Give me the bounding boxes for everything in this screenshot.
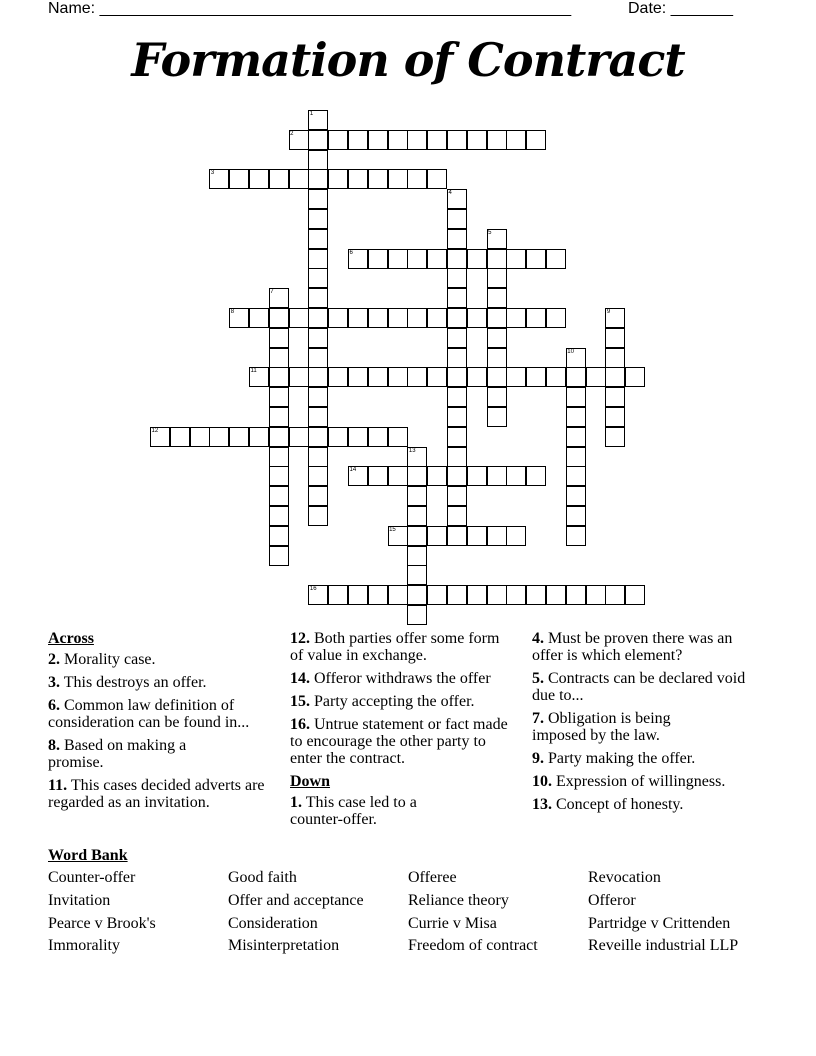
grid-cell[interactable] [447, 526, 467, 546]
grid-cell[interactable] [269, 486, 289, 506]
grid-cell[interactable] [566, 486, 586, 506]
grid-cell[interactable] [407, 565, 427, 585]
grid-cell[interactable] [269, 427, 289, 447]
grid-cell[interactable] [308, 130, 328, 150]
grid-cell[interactable] [506, 130, 526, 150]
grid-cell[interactable] [487, 268, 507, 288]
grid-cell[interactable] [269, 348, 289, 368]
grid-cell[interactable] [447, 387, 467, 407]
grid-cell[interactable] [209, 169, 229, 189]
grid-cell[interactable] [368, 308, 388, 328]
word-bank-item: Partridge v Crittenden [588, 915, 731, 932]
grid-cell[interactable] [348, 169, 368, 189]
grid-cell[interactable] [308, 407, 328, 427]
grid-cell[interactable] [308, 229, 328, 249]
grid-cell[interactable] [427, 585, 447, 605]
grid-cell[interactable] [407, 447, 427, 467]
grid-cell[interactable] [586, 367, 606, 387]
grid-cell[interactable] [328, 427, 348, 447]
grid-cell[interactable] [269, 367, 289, 387]
clue-number: 2 [290, 130, 294, 137]
word-bank-item: Immorality [48, 937, 120, 954]
grid-cell[interactable] [407, 486, 427, 506]
grid-cell[interactable] [487, 229, 507, 249]
grid-cell[interactable] [447, 209, 467, 229]
grid-cell[interactable] [625, 367, 645, 387]
grid-cell[interactable] [308, 249, 328, 269]
grid-cell[interactable] [447, 288, 467, 308]
grid-cell[interactable] [388, 249, 408, 269]
clue-across-16: 16. Untrue statement or fact made to encourage the other party to enter the contract. [290, 716, 508, 767]
grid-cell[interactable] [269, 526, 289, 546]
grid-cell[interactable] [388, 130, 408, 150]
grid-cell[interactable] [368, 249, 388, 269]
clue-number: 16 [309, 586, 317, 593]
grid-cell[interactable] [427, 130, 447, 150]
clue-down-9: 9. Party making the offer. [532, 750, 696, 767]
grid-cell[interactable] [447, 407, 467, 427]
grid-cell[interactable] [308, 387, 328, 407]
clue-number: 4 [448, 190, 452, 197]
grid-cell[interactable] [308, 308, 328, 328]
grid-cell[interactable] [328, 130, 348, 150]
clues-column-1 [48, 630, 278, 817]
grid-cell[interactable] [467, 367, 487, 387]
name-field[interactable]: Name: _____________________________________________________ [48, 0, 572, 17]
grid-cell[interactable] [427, 466, 447, 486]
grid-cell[interactable] [526, 308, 546, 328]
clue-down-13: 13. Concept of honesty. [532, 796, 684, 813]
grid-cell[interactable] [566, 427, 586, 447]
grid-cell[interactable] [407, 466, 427, 486]
grid-cell[interactable] [388, 367, 408, 387]
grid-cell[interactable] [269, 407, 289, 427]
grid-cell[interactable] [506, 466, 526, 486]
word-bank-item: Offeree [408, 869, 457, 886]
grid-cell[interactable] [447, 367, 467, 387]
grid-cell[interactable] [368, 367, 388, 387]
grid-cell[interactable] [407, 506, 427, 526]
grid-cell[interactable] [348, 367, 368, 387]
grid-cell[interactable] [487, 367, 507, 387]
grid-cell[interactable] [487, 249, 507, 269]
grid-cell[interactable] [546, 249, 566, 269]
grid-cell[interactable] [447, 585, 467, 605]
grid-cell[interactable] [586, 585, 606, 605]
grid-cell[interactable] [328, 367, 348, 387]
grid-cell[interactable] [447, 328, 467, 348]
grid-cell[interactable] [209, 427, 229, 447]
grid-cell[interactable] [348, 585, 368, 605]
word-bank-item: Consideration [228, 915, 318, 932]
word-bank-title: Word Bank [48, 847, 128, 864]
grid-cell[interactable] [546, 308, 566, 328]
down-heading: Down [290, 773, 331, 790]
grid-cell[interactable] [368, 427, 388, 447]
grid-cell[interactable] [427, 169, 447, 189]
grid-cell[interactable] [308, 169, 328, 189]
grid-cell[interactable] [308, 328, 328, 348]
clue-number: 3 [210, 170, 215, 177]
clue-number: 12 [151, 427, 159, 434]
clue-number: 7 [270, 289, 274, 296]
clue-across-11: 11. This cases decided adverts are regarded as an invitation. [48, 777, 265, 811]
grid-cell[interactable] [229, 308, 249, 328]
grid-cell[interactable] [566, 466, 586, 486]
grid-cell[interactable] [388, 169, 408, 189]
across-heading: Across [48, 630, 94, 647]
grid-cell[interactable] [328, 308, 348, 328]
grid-cell[interactable] [249, 427, 269, 447]
grid-cell[interactable] [605, 348, 625, 368]
grid-cell[interactable] [407, 546, 427, 566]
grid-cell[interactable] [467, 526, 487, 546]
grid-cell[interactable] [368, 466, 388, 486]
word-bank-item: Invitation [48, 892, 111, 909]
grid-cell[interactable] [427, 249, 447, 269]
grid-cell[interactable] [467, 585, 487, 605]
grid-cell[interactable] [407, 526, 427, 546]
grid-cell[interactable] [526, 466, 546, 486]
grid-cell[interactable] [229, 427, 249, 447]
grid-cell[interactable] [506, 585, 526, 605]
clue-down-7: 7. Obligation is being imposed by the law. [532, 710, 671, 744]
grid-cell[interactable] [566, 447, 586, 467]
clue-number: 5 [488, 229, 492, 236]
grid-cell[interactable] [566, 387, 586, 407]
grid-cell[interactable] [407, 169, 427, 189]
grid-cell[interactable] [249, 169, 269, 189]
grid-cell[interactable] [447, 466, 467, 486]
grid-cell[interactable] [506, 526, 526, 546]
grid-cell[interactable] [190, 427, 210, 447]
grid-cell[interactable] [348, 427, 368, 447]
grid-cell[interactable] [605, 308, 625, 328]
grid-cell[interactable] [625, 585, 645, 605]
grid-cell[interactable] [328, 169, 348, 189]
grid-cell[interactable] [447, 486, 467, 506]
clue-down-5: 5. Contracts can be declared void due to... [532, 670, 746, 704]
word-bank-item: Offer and acceptance [228, 892, 364, 909]
grid-cell[interactable] [150, 427, 170, 447]
grid-cell[interactable] [605, 427, 625, 447]
grid-cell[interactable] [566, 585, 586, 605]
grid-cell[interactable] [368, 585, 388, 605]
grid-cell[interactable] [447, 348, 467, 368]
grid-cell[interactable] [368, 169, 388, 189]
grid-cell[interactable] [269, 466, 289, 486]
grid-cell[interactable] [566, 407, 586, 427]
grid-cell[interactable] [487, 328, 507, 348]
grid-cell[interactable] [170, 427, 190, 447]
grid-cell[interactable] [467, 249, 487, 269]
clue-number: 13 [408, 447, 416, 454]
grid-cell[interactable] [605, 407, 625, 427]
word-bank-item: Counter-offer [48, 869, 136, 886]
clue-number: 9 [606, 309, 611, 315]
grid-cell[interactable] [546, 367, 566, 387]
grid-cell[interactable] [388, 585, 408, 605]
grid-cell[interactable] [407, 585, 427, 605]
grid-cell[interactable] [447, 268, 467, 288]
grid-cell[interactable] [487, 407, 507, 427]
clue-number: 1 [309, 111, 314, 117]
grid-cell[interactable] [447, 130, 467, 150]
clue-across-3: 3. This destroys an offer. [48, 674, 207, 691]
clues-column-3 [532, 630, 757, 819]
grid-cell[interactable] [308, 288, 328, 308]
grid-cell[interactable] [427, 367, 447, 387]
grid-cell[interactable] [407, 308, 427, 328]
grid-cell[interactable] [308, 585, 328, 605]
grid-cell[interactable] [526, 367, 546, 387]
clue-down-4: 4. Must be proven there was an offer is which element? [532, 630, 733, 664]
clue-number: 15 [389, 526, 396, 533]
clue-down-10: 10. Expression of willingness. [532, 773, 726, 790]
grid-cell[interactable] [269, 447, 289, 467]
clues-column-2 [290, 630, 515, 834]
grid-cell[interactable] [308, 466, 328, 486]
date-field[interactable]: Date: _______ [628, 0, 733, 17]
word-bank-item: Good faith [228, 869, 297, 886]
clue-across-8: 8. Based on making a promise. [48, 737, 187, 771]
grid-cell[interactable] [427, 526, 447, 546]
grid-cell[interactable] [487, 585, 507, 605]
grid-cell[interactable] [289, 427, 309, 447]
grid-cell[interactable] [289, 367, 309, 387]
word-bank-item: Reveille industrial LLP [588, 937, 739, 954]
clue-number: 14 [349, 467, 357, 474]
grid-cell[interactable] [308, 447, 328, 467]
grid-cell[interactable] [348, 308, 368, 328]
grid-cell[interactable] [566, 348, 586, 368]
grid-cell[interactable] [566, 367, 586, 387]
clue-down-1: 1. This case led to a counter-offer. [290, 794, 417, 828]
grid-cell[interactable] [348, 130, 368, 150]
grid-cell[interactable] [447, 229, 467, 249]
grid-cell[interactable] [308, 367, 328, 387]
grid-cell[interactable] [526, 249, 546, 269]
word-bank-item: Offeror [588, 892, 636, 909]
grid-cell[interactable] [487, 288, 507, 308]
grid-cell[interactable] [605, 387, 625, 407]
grid-cell[interactable] [506, 308, 526, 328]
page-title: Formation of Contract [131, 33, 685, 87]
grid-cell[interactable] [388, 427, 408, 447]
grid-cell[interactable] [348, 249, 368, 269]
grid-cell[interactable] [269, 328, 289, 348]
grid-cell[interactable] [229, 169, 249, 189]
grid-cell[interactable] [407, 605, 427, 625]
grid-cell[interactable] [447, 308, 467, 328]
grid-cell[interactable] [487, 130, 507, 150]
grid-cell[interactable] [566, 526, 586, 546]
grid-cell[interactable] [269, 387, 289, 407]
grid-cell[interactable] [388, 308, 408, 328]
grid-cell[interactable] [447, 506, 467, 526]
grid-cell[interactable] [447, 427, 467, 447]
grid-cell[interactable] [467, 466, 487, 486]
grid-cell[interactable] [526, 130, 546, 150]
clue-across-14: 14. Offeror withdraws the offer [290, 670, 491, 687]
clue-across-15: 15. Party accepting the offer. [290, 693, 475, 710]
word-bank-item: Reliance theory [408, 892, 509, 909]
grid-cell[interactable] [308, 348, 328, 368]
grid-cell[interactable] [506, 367, 526, 387]
word-bank-item: Currie v Misa [408, 915, 497, 932]
grid-cell[interactable] [328, 585, 348, 605]
grid-cell[interactable] [308, 268, 328, 288]
grid-cell[interactable] [388, 466, 408, 486]
grid-cell[interactable] [407, 130, 427, 150]
grid-cell[interactable] [467, 130, 487, 150]
grid-cell[interactable] [407, 367, 427, 387]
grid-cell[interactable] [467, 308, 487, 328]
grid-cell[interactable] [447, 189, 467, 209]
grid-cell[interactable] [487, 526, 507, 546]
grid-cell[interactable] [308, 110, 328, 130]
grid-cell[interactable] [308, 189, 328, 209]
word-bank-item: Freedom of contract [408, 937, 538, 954]
grid-cell[interactable] [526, 585, 546, 605]
grid-cell[interactable] [487, 348, 507, 368]
grid-cell[interactable] [427, 308, 447, 328]
clue-across-12: 12. Both parties offer some form of value in exchange. [290, 630, 500, 664]
grid-cell[interactable] [269, 506, 289, 526]
word-bank-item: Misinterpretation [228, 937, 340, 954]
clue-number: 10 [567, 348, 574, 355]
grid-cell[interactable] [447, 249, 467, 269]
grid-cell[interactable] [605, 367, 625, 387]
grid-cell[interactable] [289, 169, 309, 189]
grid-cell[interactable] [487, 308, 507, 328]
grid-cell[interactable] [506, 249, 526, 269]
clue-across-2: 2. Morality case. [48, 651, 156, 668]
grid-cell[interactable] [308, 209, 328, 229]
grid-cell[interactable] [566, 506, 586, 526]
grid-cell[interactable] [308, 506, 328, 526]
word-bank-item: Revocation [588, 869, 661, 886]
grid-cell[interactable] [546, 585, 566, 605]
grid-cell[interactable] [308, 427, 328, 447]
grid-cell[interactable] [487, 466, 507, 486]
grid-cell[interactable] [269, 308, 289, 328]
grid-cell[interactable] [289, 130, 309, 150]
grid-cell[interactable] [289, 308, 309, 328]
grid-cell[interactable] [308, 486, 328, 506]
grid-cell[interactable] [388, 526, 408, 546]
grid-cell[interactable] [447, 447, 467, 467]
grid-cell[interactable] [308, 150, 328, 170]
clue-number: 8 [230, 309, 235, 315]
grid-cell[interactable] [249, 308, 269, 328]
grid-cell[interactable] [368, 130, 388, 150]
grid-cell[interactable] [407, 249, 427, 269]
grid-cell[interactable] [487, 387, 507, 407]
grid-cell[interactable] [249, 367, 269, 387]
clue-number: 6 [349, 249, 353, 256]
grid-cell[interactable] [605, 585, 625, 605]
grid-cell[interactable] [269, 169, 289, 189]
grid-cell[interactable] [605, 328, 625, 348]
clue-number: 11 [250, 368, 257, 375]
grid-cell[interactable] [348, 466, 368, 486]
word-bank-item: Pearce v Brook's [48, 915, 156, 932]
grid-cell[interactable] [269, 288, 289, 308]
clue-across-6: 6. Common law definition of consideration can be found in... [48, 697, 250, 731]
grid-cell[interactable] [269, 546, 289, 566]
